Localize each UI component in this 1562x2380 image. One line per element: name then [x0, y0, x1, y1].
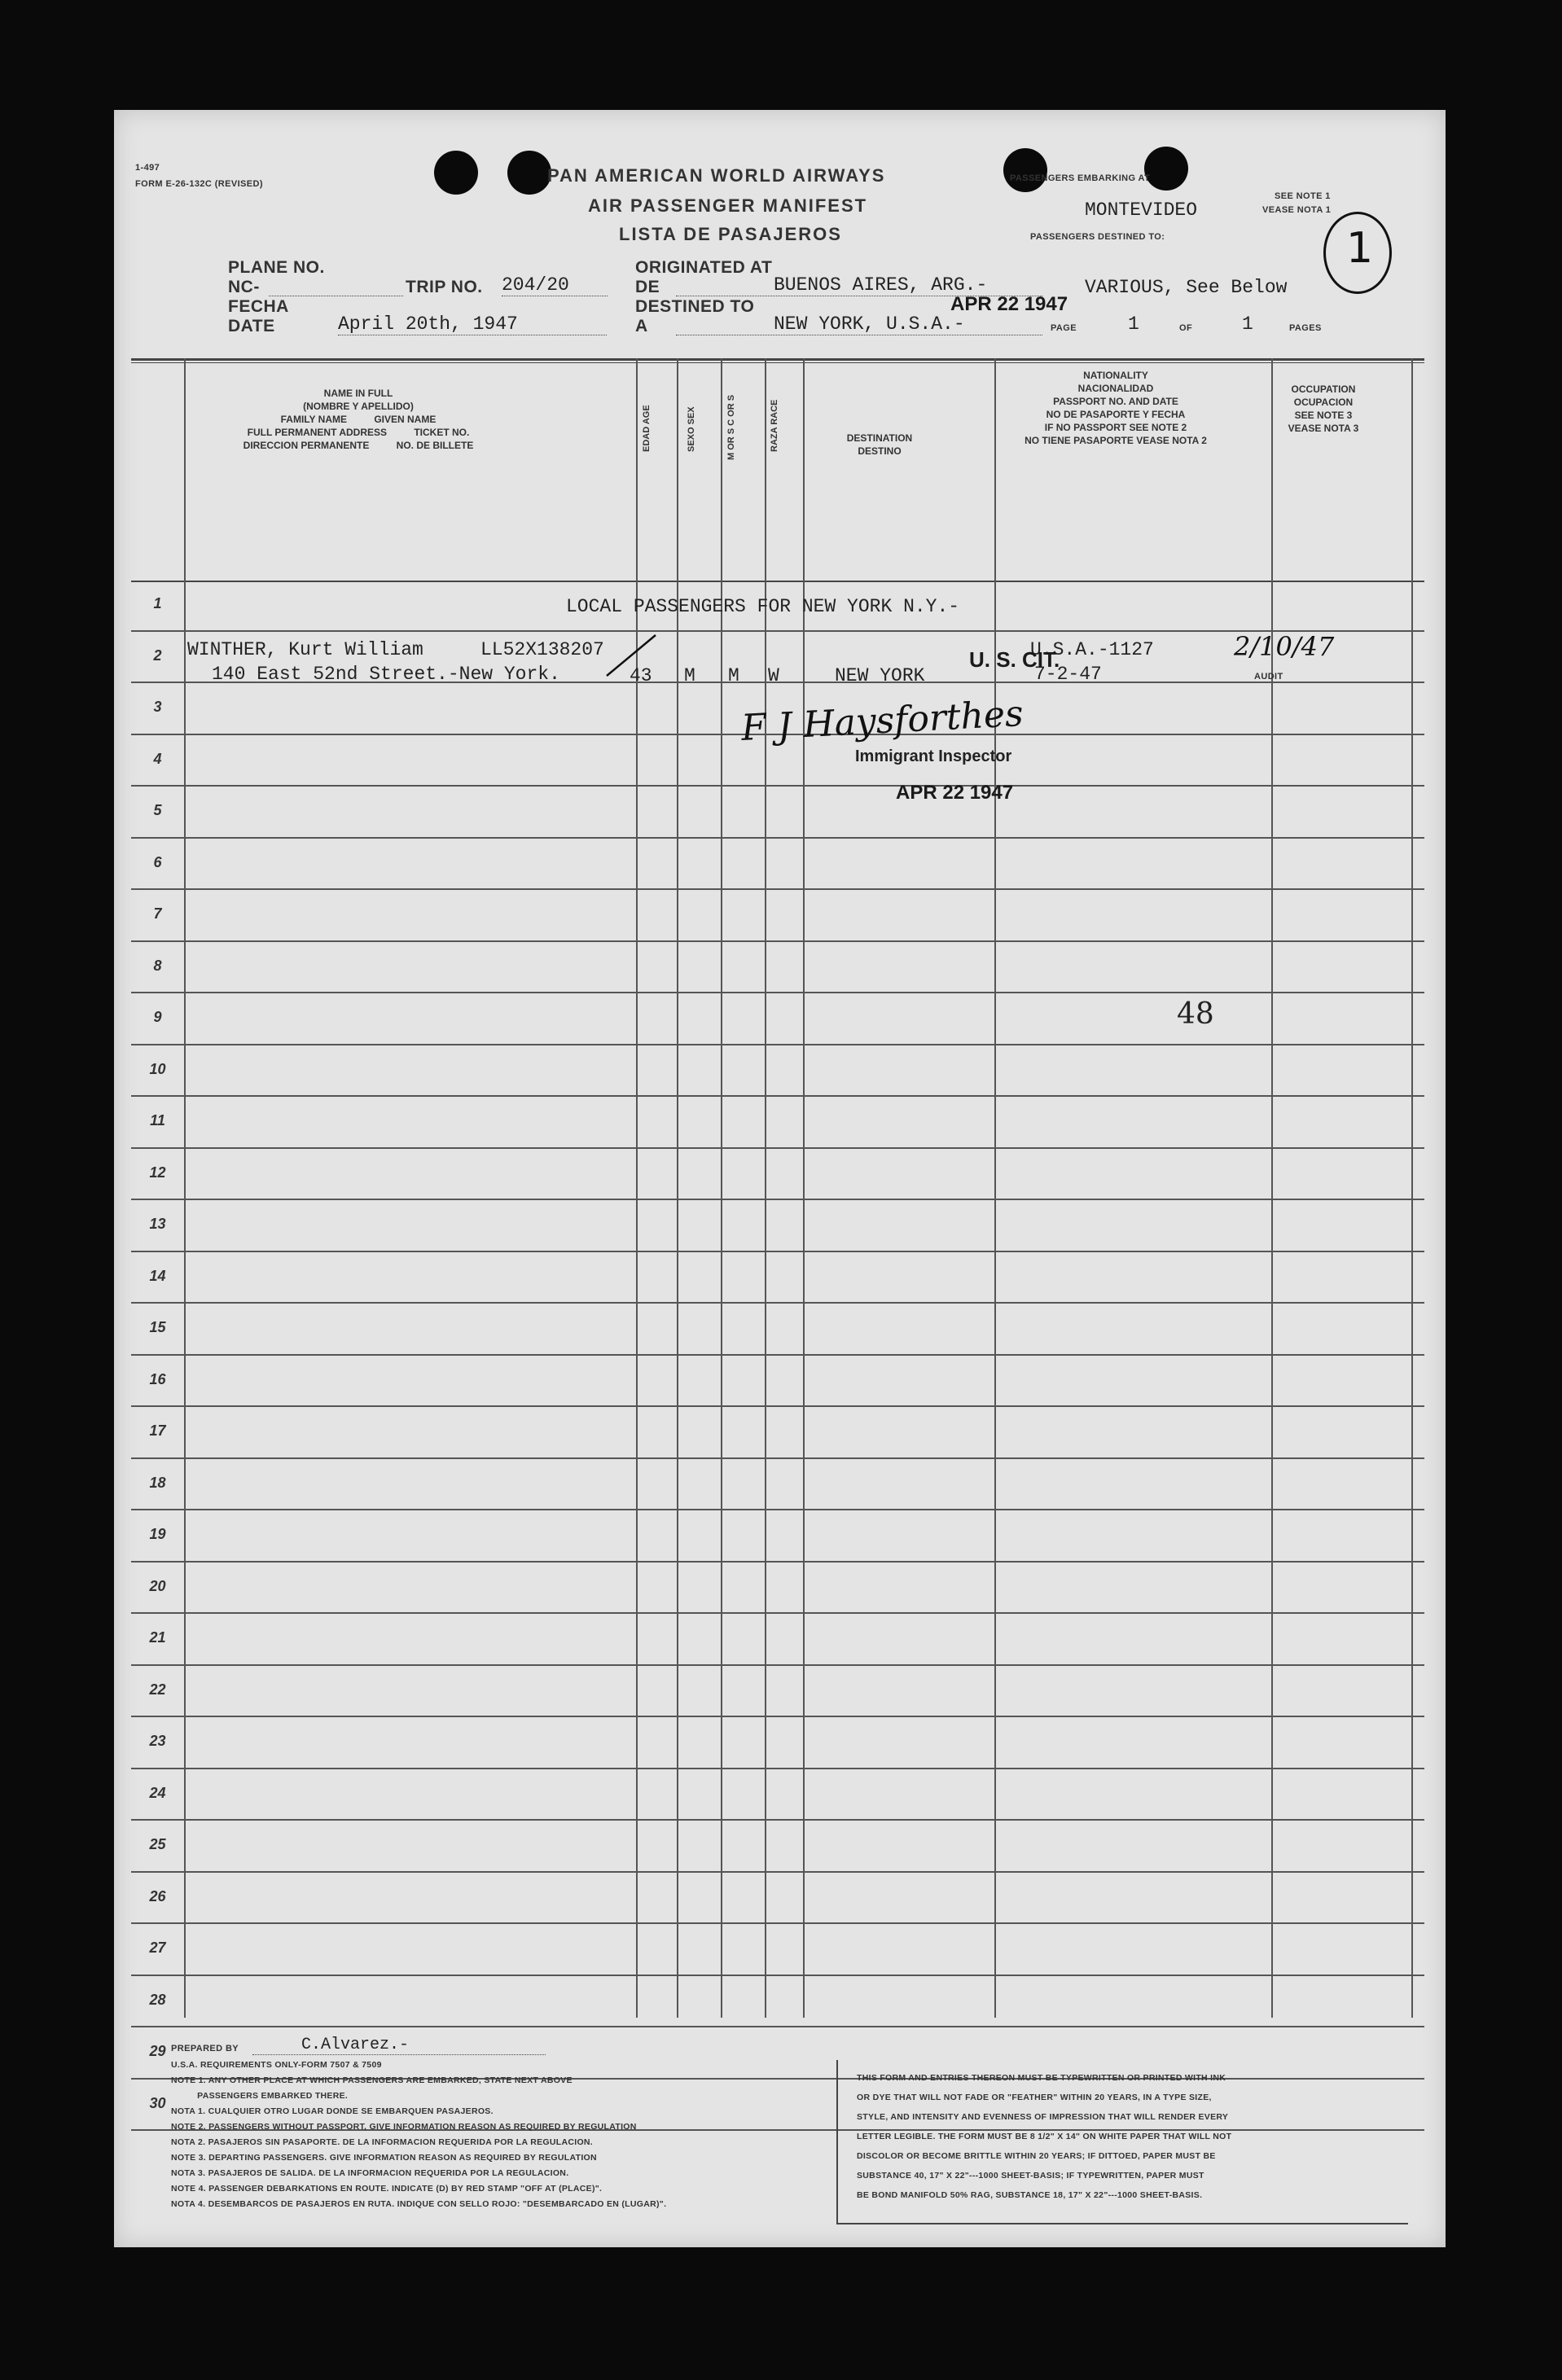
inspector-stamp-date: APR 22 1947: [896, 782, 1014, 804]
row-number: 2: [153, 647, 162, 664]
row-number: 20: [149, 1577, 166, 1594]
vease-nota-1: VEASE NOTA 1: [1262, 205, 1332, 215]
destined-to-label: DESTINED TO: [635, 297, 755, 316]
form-number: 1-497: [135, 163, 160, 173]
table-row: [131, 1457, 1424, 1511]
plane-no-label: PLANE NO.: [228, 258, 325, 277]
airline-name: PAN AMERICAN WORLD AIRWAYS: [547, 165, 886, 186]
passenger-civil: M: [728, 665, 739, 686]
row-number: 13: [149, 1216, 166, 1232]
pages-label: PAGES: [1289, 323, 1322, 333]
row-number: 27: [149, 1940, 166, 1956]
passenger-name: WINTHER, Kurt William: [187, 639, 423, 660]
manifest-title-en: AIR PASSENGER MANIFEST: [588, 195, 868, 216]
table-row: [131, 1354, 1424, 1408]
row-number: 5: [153, 802, 162, 818]
row-number: 26: [149, 1887, 166, 1904]
row-number: 12: [149, 1164, 166, 1181]
table-row: [131, 1975, 1424, 2028]
table-row: [131, 1044, 1424, 1098]
date-label: DATE: [228, 317, 275, 335]
table-row: [131, 1922, 1424, 1976]
pages-value: 1: [1242, 313, 1253, 335]
of-label: OF: [1179, 323, 1193, 333]
table-row: [131, 785, 1424, 839]
destined-various: VARIOUS, See Below: [1085, 277, 1288, 298]
row-number: 15: [149, 1319, 166, 1335]
row-number: 28: [149, 1991, 166, 2008]
local-passengers-line: LOCAL PASSENGERS FOR NEW YORK N.Y.-: [566, 596, 960, 617]
originated-label: ORIGINATED AT: [635, 258, 773, 277]
occupation-header: OCCUPATION OCUPACION SEE NOTE 3 VEASE NOTA 3: [1288, 384, 1359, 434]
us-citizen-stamp: U. S. CIT.: [969, 647, 1060, 672]
row-number: 8: [153, 957, 162, 974]
fecha-label: FECHA: [228, 297, 289, 316]
trip-no-label: TRIP NO.: [406, 278, 483, 296]
page-number-stamp: 48: [1177, 997, 1214, 1031]
trip-no: 204/20: [502, 274, 608, 296]
table-row: [131, 1768, 1424, 1821]
table-row: [131, 1716, 1424, 1769]
table-row: [131, 1612, 1424, 1666]
table-row: [131, 1251, 1424, 1304]
embarking-value: MONTEVIDEO: [1085, 199, 1198, 221]
col-line-nat: [1271, 358, 1273, 2018]
inspector-signature: F J Haysforthes: [739, 692, 1025, 750]
table-row: [131, 1302, 1424, 1356]
row-number: 23: [149, 1733, 166, 1749]
page-value: 1: [1128, 313, 1139, 335]
nc-line: [269, 294, 403, 296]
passport-date: 7-2-47: [1034, 664, 1102, 685]
table-row: [131, 1199, 1424, 1252]
passenger-address: 140 East 52nd Street.-New York.: [212, 664, 560, 685]
table-row: [131, 1095, 1424, 1149]
passenger-age: 43: [630, 665, 652, 686]
punch-hole-4: [1144, 147, 1188, 191]
occupation-handwritten: 2/10/47: [1234, 631, 1335, 662]
sex-header: SEXO SEX: [687, 406, 696, 452]
row-number: 21: [149, 1629, 166, 1646]
nationality-header: NATIONALITY NACIONALIDAD PASSPORT NO. AND DATE NO DE PASAPORTE Y FECHA IF NO PASSPORT SEE NOTE 2 NO TIENE PASAPORTE VEASE NOTA 2: [1025, 370, 1207, 446]
col-line-occ: [1411, 358, 1413, 2018]
ticket-number: LL52X138207: [480, 639, 604, 660]
embarking-label: PASSENGERS EMBARKING AT: [1010, 173, 1151, 183]
row-number: 1: [153, 595, 162, 611]
circled-number: 1: [1346, 224, 1374, 273]
table-row: [131, 888, 1424, 942]
table-row: [131, 1561, 1424, 1615]
punch-hole-3: [1003, 148, 1047, 192]
table-row: [131, 1871, 1424, 1925]
row-number: 9: [153, 1009, 162, 1025]
row-number: 22: [149, 1681, 166, 1698]
table-row: [131, 1509, 1424, 1563]
table-row: [131, 940, 1424, 994]
name-header: NAME IN FULL (NOMBRE Y APELLIDO) FAMILY NAME GIVEN NAME FULL PERMANENT ADDRESS TICKET NO. DIRECCION PERMANENTE NO. DE BILLETE: [243, 388, 474, 451]
prepared-by-label: PREPARED BY: [171, 2044, 239, 2053]
row-number: 29: [149, 2043, 166, 2059]
col-line-num: [184, 358, 186, 2018]
row-number: 18: [149, 1474, 166, 1491]
passenger-destination: NEW YORK: [835, 665, 925, 686]
date-stamp-top: APR 22 1947: [950, 293, 1068, 315]
punch-hole-2: [507, 151, 551, 195]
table-body: [131, 578, 1424, 2129]
row-number: 10: [149, 1060, 166, 1077]
manifest-date: April 20th, 1947: [338, 313, 607, 335]
form-id: FORM E-26-132C (REVISED): [135, 179, 263, 189]
passenger-race: W: [768, 665, 779, 686]
left-notes: U.S.A. REQUIREMENTS ONLY-FORM 7507 & 7509 NOTE 1. ANY OTHER PLACE AT WHICH PASSENGERS ARE EMBARKED, STATE NEXT ABOVE PASSENGERS EMBARKED THERE. NOTA 1. CUALQUIER OTRO LUGAR DONDE SE EMBARQUEN PASAJEROS. NOTE 2. PASSENGERS WITHOUT PASSPORT, GIVE INFORMATION REASON AS REQUIRED BY REGULATION NOTA 2. PASAJEROS SIN PASAPORTE. DE LA INFORMACION REQUERIDA POR LA REGULACION. NOTE 3. DEPARTING PASSENGERS. GIVE INFORMATION REASON AS REQUIRED BY REGULATION NOTA 3. PASAJEROS DE SALIDA. DE LA INFORMACION REQUERIDA POR LA REGULACION. NOTE 4. PASSENGER DEBARKATIONS EN ROUTE. INDICATE (D) BY RED STAMP "OFF AT (PLACE)". NOTA 4. DESEMBARCOS DE PASAJEROS EN RUTA. INDIQUE CON SELLO ROJO: "DESEMBARCADO EN (LUGAR)".: [171, 2060, 667, 2209]
row-number: 30: [149, 2094, 166, 2111]
table-row: [131, 1819, 1424, 1873]
manifest-title-es: LISTA DE PASAJEROS: [619, 224, 842, 244]
right-notes: THIS FORM AND ENTRIES THEREON MUST BE TYPEWRITTEN OR PRINTED WITH INK OR DYE THAT WILL NOT FADE OR "FEATHER" WITHIN 20 YEARS, IN A TYPE SIZE, STYLE, AND INTENSITY AND EVENNESS OF IMPRESSION THAT WILL RENDER EVERY LETTER LEGIBLE. THE FORM MUST BE 8 1/2" X 14" ON WHITE PAPER THAT WILL NOT DISCOLOR OR BECOME BRITTLE WITHIN 20 YEARS; IF DITTOED, PAPER MUST BE SUBSTANCE 40, 17" X 22"---1000 SHEET-BASIS; IF TYPEWRITTEN, PAPER MUST BE BOND MANIFOLD 50% RAG, SUBSTANCE 18, 17" X 22"---1000 SHEET-BASIS.: [857, 2073, 1232, 2200]
check-mark: [603, 631, 660, 680]
originated-value: BUENOS AIRES, ARG.-: [676, 274, 1042, 296]
nc-label: NC-: [228, 278, 260, 296]
row-number: 17: [149, 1422, 166, 1439]
row-number: 14: [149, 1267, 166, 1284]
col-line-dest: [994, 358, 996, 2018]
see-note-1: SEE NOTE 1: [1275, 191, 1331, 201]
row-number: 3: [153, 699, 162, 715]
table-row: [131, 1664, 1424, 1718]
row-number: 4: [153, 750, 162, 767]
passenger-sex: M: [684, 665, 695, 686]
passenger-nationality: U.S.A.-1127: [1030, 639, 1154, 660]
table-row: [131, 992, 1424, 1045]
table-row: [131, 1405, 1424, 1459]
page-label: PAGE: [1051, 323, 1077, 333]
row-number: 6: [153, 853, 162, 870]
table-row: [131, 837, 1424, 891]
table-row: [131, 1147, 1424, 1201]
row-number: 25: [149, 1836, 166, 1852]
punch-hole-1: [434, 151, 478, 195]
inspector-title: Immigrant Inspector: [855, 747, 1012, 765]
destined-value: NEW YORK, U.S.A.-: [676, 313, 1042, 335]
prepared-by-value: C.Alvarez.-: [252, 2036, 546, 2055]
a-label: A: [635, 317, 648, 335]
manifest-page: [114, 110, 1446, 2247]
destined-label: PASSENGERS DESTINED TO:: [1030, 232, 1165, 242]
de-label: DE: [635, 278, 660, 296]
occupation-sub: AUDIT: [1254, 672, 1283, 682]
civil-header: M OR S C OR S: [726, 394, 736, 460]
row-number: 11: [150, 1112, 165, 1129]
row-number: 24: [149, 1784, 166, 1801]
race-header: RAZA RACE: [770, 399, 779, 452]
age-header: EDAD AGE: [642, 405, 652, 452]
destination-header: DESTINATION DESTINO: [846, 432, 913, 457]
row-number: 16: [149, 1370, 166, 1387]
row-number: 7: [153, 905, 162, 922]
row-number: 19: [149, 1526, 166, 1542]
